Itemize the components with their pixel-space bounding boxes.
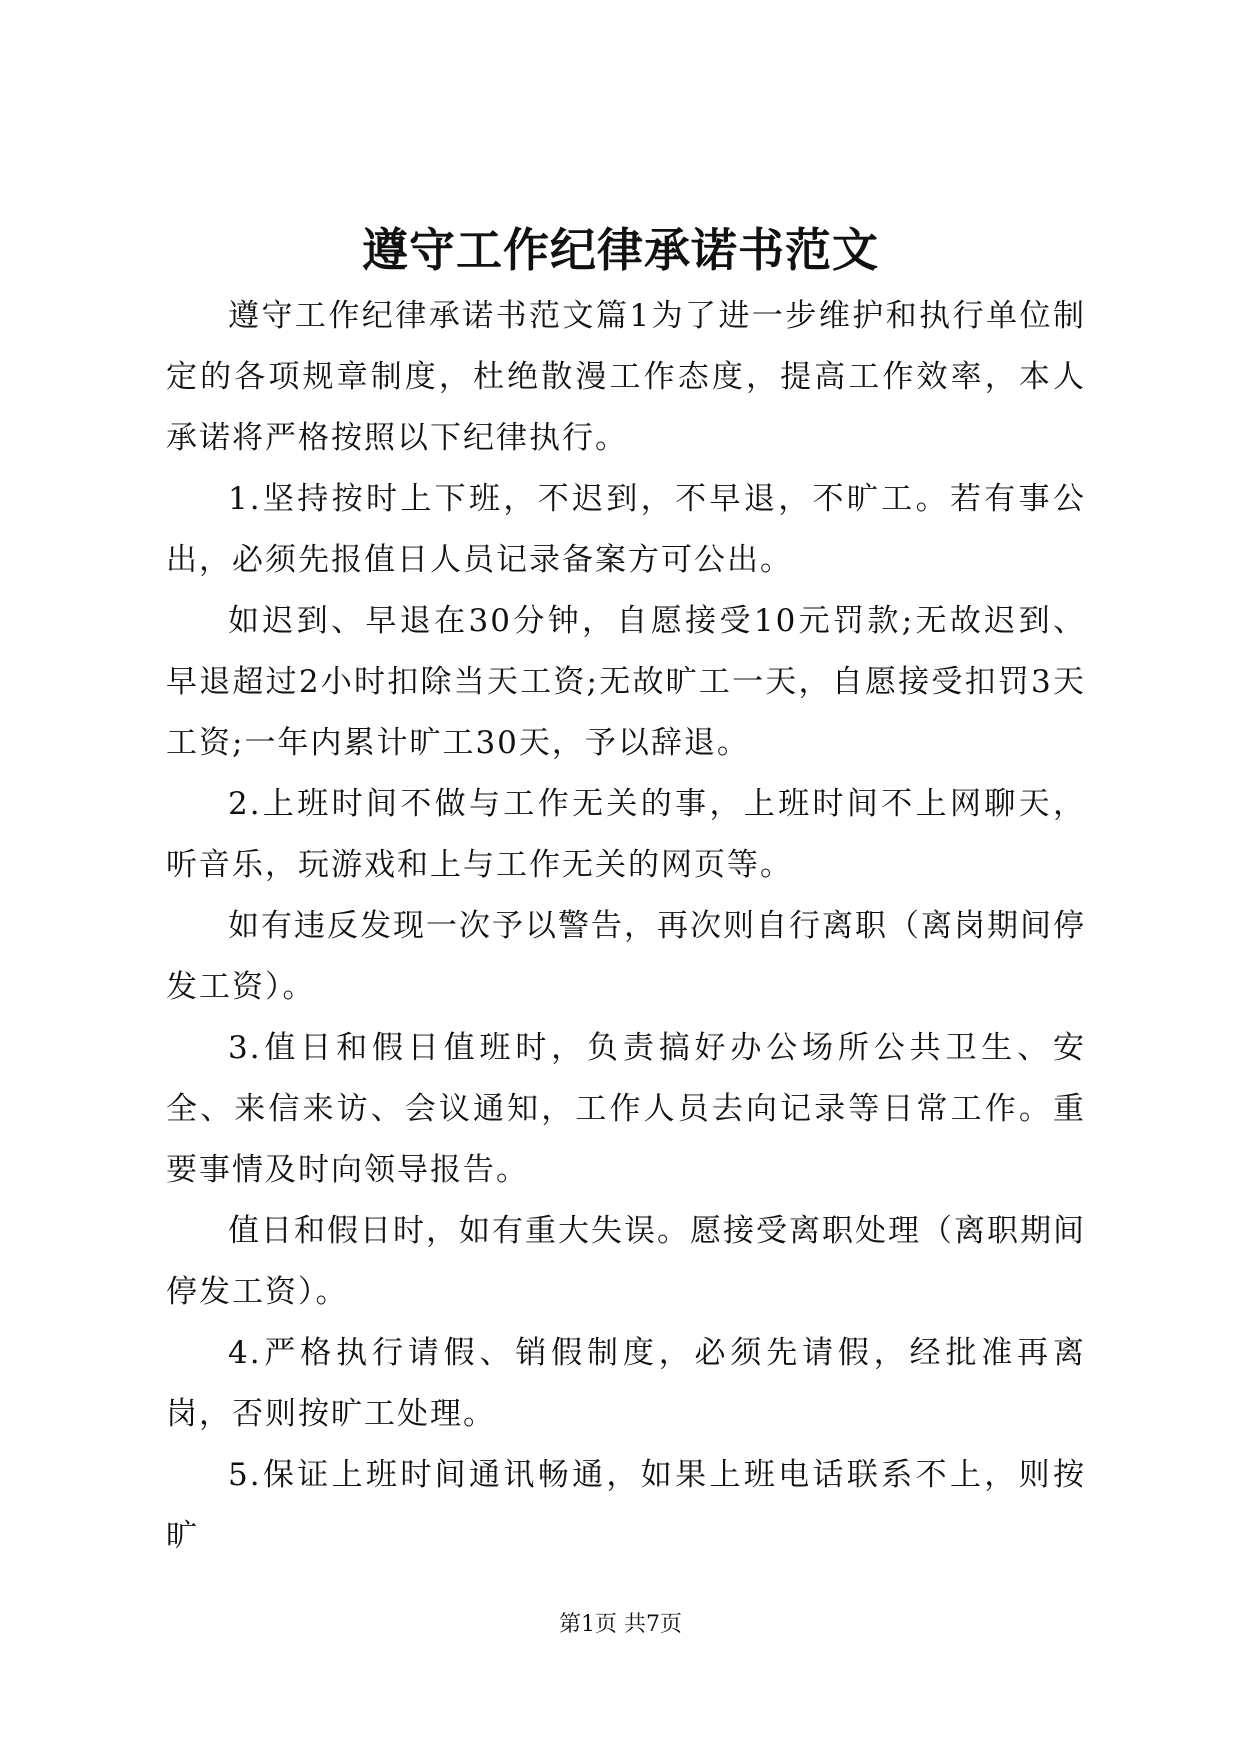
paragraph: 5.保证上班时间通讯畅通，如果上班电话联系不上，则按旷 bbox=[166, 1457, 1086, 1554]
paragraph: 3.值日和假日值班时，负责搞好办公场所公共卫生、安全、来信来访、会议通知，工作人员去向记录等日常工作。重要事情及时向领导报告。 bbox=[166, 1030, 1086, 1188]
paragraph: 遵守工作纪律承诺书范文篇1为了进一步维护和执行单位制定的各项规章制度，杜绝散漫工作态度，提高工作效率，本人承诺将严格按照以下纪律执行。 bbox=[166, 298, 1086, 456]
page-number-footer: 第1页 共7页 bbox=[559, 1612, 682, 1637]
paragraph: 如迟到、早退在30分钟，自愿接受10元罚款;无故迟到、早退超过2小时扣除当天工资;无故旷工一天，自愿接受扣罚3天工资;一年内累计旷工30天，予以辞退。 bbox=[166, 603, 1086, 761]
paragraph: 4.严格执行请假、销假制度，必须先请假，经批准再离岗，否则按旷工处理。 bbox=[166, 1335, 1086, 1432]
document-body bbox=[166, 286, 1086, 1567]
document-title: 遵守工作纪律承诺书范文 bbox=[362, 223, 879, 277]
paragraph: 2.上班时间不做与工作无关的事，上班时间不上网聊天，听音乐，玩游戏和上与工作无关的网页等。 bbox=[166, 786, 1086, 883]
paragraph: 如有违反发现一次予以警告，再次则自行离职（离岗期间停发工资）。 bbox=[166, 908, 1086, 1005]
paragraph: 1.坚持按时上下班，不迟到，不早退，不旷工。若有事公出，必须先报值日人员记录备案方可公出。 bbox=[166, 481, 1086, 578]
paragraph: 值日和假日时，如有重大失误。愿接受离职处理（离职期间停发工资）。 bbox=[166, 1213, 1086, 1310]
